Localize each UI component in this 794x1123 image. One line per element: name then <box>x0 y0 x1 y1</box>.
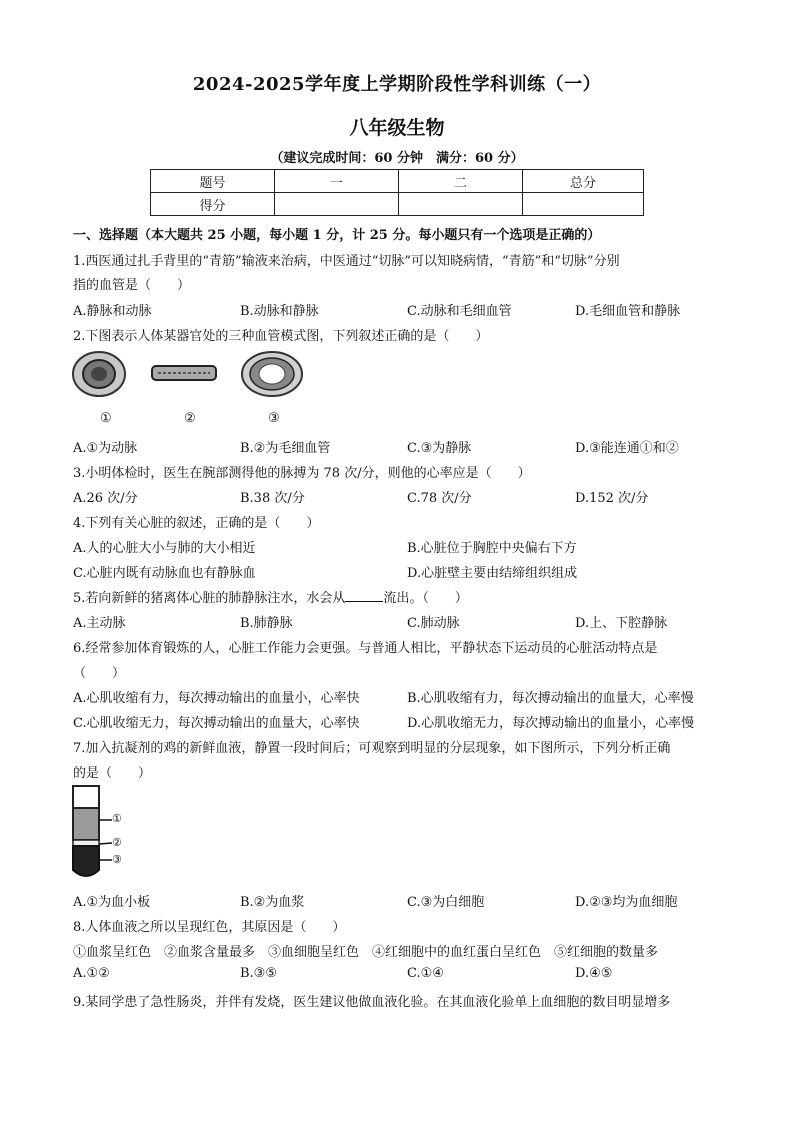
score-table-row <box>151 170 644 193</box>
answer-blank[interactable] <box>345 589 383 602</box>
q3-option-c[interactable]: C.78 次/分 <box>407 491 472 506</box>
q6-option-c[interactable]: C.心肌收缩无力，每次搏动输出的血量大，心率快 <box>73 716 360 731</box>
exam-title: 2024-2025学年度上学期阶段性学科训练（一） <box>192 74 602 95</box>
exam-subject: 八年级生物 <box>349 117 445 139</box>
figure-label: ① <box>100 411 112 426</box>
score-cell: 一 <box>275 170 399 193</box>
figure-label: ② <box>184 411 196 426</box>
question-1-text: 1.西医通过扎手背里的“青筋”输液来治病，中医通过“切脉”可以知晓病情，“青筋”和“切脉”分别 <box>73 254 620 269</box>
q5-option-c[interactable]: C.肺动脉 <box>407 616 460 631</box>
question-2-text: 2.下图表示人体某器官处的三种血管模式图，下列叙述正确的是（ ） <box>73 329 489 344</box>
q8-option-b[interactable]: B.③⑤ <box>240 966 277 981</box>
q6-option-a[interactable]: A.心肌收缩有力，每次搏动输出的血量小，心率快 <box>73 691 360 706</box>
question-5-text <box>73 587 723 606</box>
score-table-row <box>151 193 644 216</box>
q8-option-d[interactable]: D.④⑤ <box>575 966 613 981</box>
question-7-text: 7.加入抗凝剂的鸡的新鲜血液，静置一段时间后；可观察到明显的分层现象，如下图所示，下列分析正确 <box>73 741 671 756</box>
artery-cross-section-image <box>73 352 125 396</box>
q4-option-b[interactable]: B.心脏位于胸腔中央偏右下方 <box>407 541 577 556</box>
question-9-text: 9.某同学患了急性肠炎，并伴有发烧，医生建议他做血液化验。在其血液化验单上血细胞的数目明显增多 <box>73 995 671 1010</box>
question-5-text-start: 5.若向新鲜的猪离体心脏的肺静脉注水，水会从 <box>73 591 346 606</box>
figure-label: ③ <box>268 411 280 426</box>
q7-option-d[interactable]: D.②③均为血细胞 <box>575 895 678 910</box>
q3-option-a[interactable]: A.26 次/分 <box>73 491 138 506</box>
test-tube-image <box>73 786 112 876</box>
score-cell: 二 <box>399 170 523 193</box>
score-input-cell[interactable] <box>523 193 644 216</box>
question-1-text-cont: 指的血管是（ ） <box>73 278 191 293</box>
q3-option-b[interactable]: B.38 次/分 <box>240 491 305 506</box>
q1-option-d[interactable]: D.毛细血管和静脉 <box>575 304 681 319</box>
q8-option-a[interactable]: A.①② <box>73 966 110 981</box>
question-8-statements: ①血浆呈红色 ②血浆含量最多 ③血细胞呈红色 ④红细胞中的血红蛋白呈红色 ⑤红细胞的数量多 <box>73 945 659 960</box>
q1-option-a[interactable]: A.静脉和动脉 <box>73 304 152 319</box>
q2-option-c[interactable]: C.③为静脉 <box>407 441 472 456</box>
score-cell: 总分 <box>523 170 644 193</box>
figure-label: ② <box>112 836 122 849</box>
question-6-text: 6.经常参加体育锻炼的人，心脏工作能力会更强。与普通人相比，平静状态下运动员的心脏活动特点是 <box>73 641 658 656</box>
blood-vessel-figure <box>72 350 312 398</box>
q4-option-d[interactable]: D.心脏壁主要由结缔组织组成 <box>407 566 578 581</box>
q1-option-c[interactable]: C.动脉和毛细血管 <box>407 304 512 319</box>
question-6-text-cont: （ ） <box>73 666 126 681</box>
capillary-image <box>152 366 216 380</box>
q6-option-b[interactable]: B.心肌收缩有力，每次搏动输出的血量大，心率慢 <box>407 691 694 706</box>
q7-option-b[interactable]: B.②为血浆 <box>240 895 305 910</box>
score-input-cell[interactable] <box>275 193 399 216</box>
q2-option-b[interactable]: B.②为毛细血管 <box>240 441 331 456</box>
q4-option-c[interactable]: C.心脏内既有动脉血也有静脉血 <box>73 566 256 581</box>
score-cell: 题号 <box>151 170 275 193</box>
q1-option-b[interactable]: B.动脉和静脉 <box>240 304 319 319</box>
score-input-cell[interactable] <box>399 193 523 216</box>
figure-label: ① <box>112 812 122 825</box>
test-tube-figure <box>70 784 130 884</box>
question-8-text: 8.人体血液之所以呈现红色，其原因是（ ） <box>73 920 346 935</box>
section-heading: 一、选择题（本大题共 25 小题，每小题 1 分，计 25 分。每小题只有一个选项是正确的） <box>73 228 601 243</box>
question-3-text: 3.小明体检时，医生在腕部测得他的脉搏为 78 次/分，则他的心率应是（ ） <box>73 466 531 481</box>
score-cell: 得分 <box>151 193 275 216</box>
q5-option-d[interactable]: D.上、下腔静脉 <box>575 616 668 631</box>
question-7-text-cont: 的是（ ） <box>73 766 152 781</box>
figure-label: ③ <box>112 853 122 866</box>
q6-option-d[interactable]: D.心肌收缩无力，每次搏动输出的血量小，心率慢 <box>407 716 695 731</box>
q8-option-c[interactable]: C.①④ <box>407 966 444 981</box>
q5-option-a[interactable]: A.主动脉 <box>73 616 126 631</box>
q4-option-a[interactable]: A.人的心脏大小与肺的大小相近 <box>73 541 256 556</box>
question-5-text-end: 流出。（ ） <box>383 591 468 606</box>
q7-option-c[interactable]: C.③为白细胞 <box>407 895 485 910</box>
question-4-text: 4.下列有关心脏的叙述，正确的是（ ） <box>73 516 320 531</box>
q7-option-a[interactable]: A.①为血小板 <box>73 895 151 910</box>
q2-option-d[interactable]: D.③能连通①和② <box>575 441 679 456</box>
q3-option-d[interactable]: D.152 次/分 <box>575 491 649 506</box>
time-note: （建议完成时间：60 分钟 满分：60 分） <box>270 151 524 166</box>
vein-cross-section-image <box>242 352 302 396</box>
q5-option-b[interactable]: B.肺静脉 <box>240 616 293 631</box>
score-table <box>150 169 644 216</box>
q2-option-a[interactable]: A.①为动脉 <box>73 441 138 456</box>
